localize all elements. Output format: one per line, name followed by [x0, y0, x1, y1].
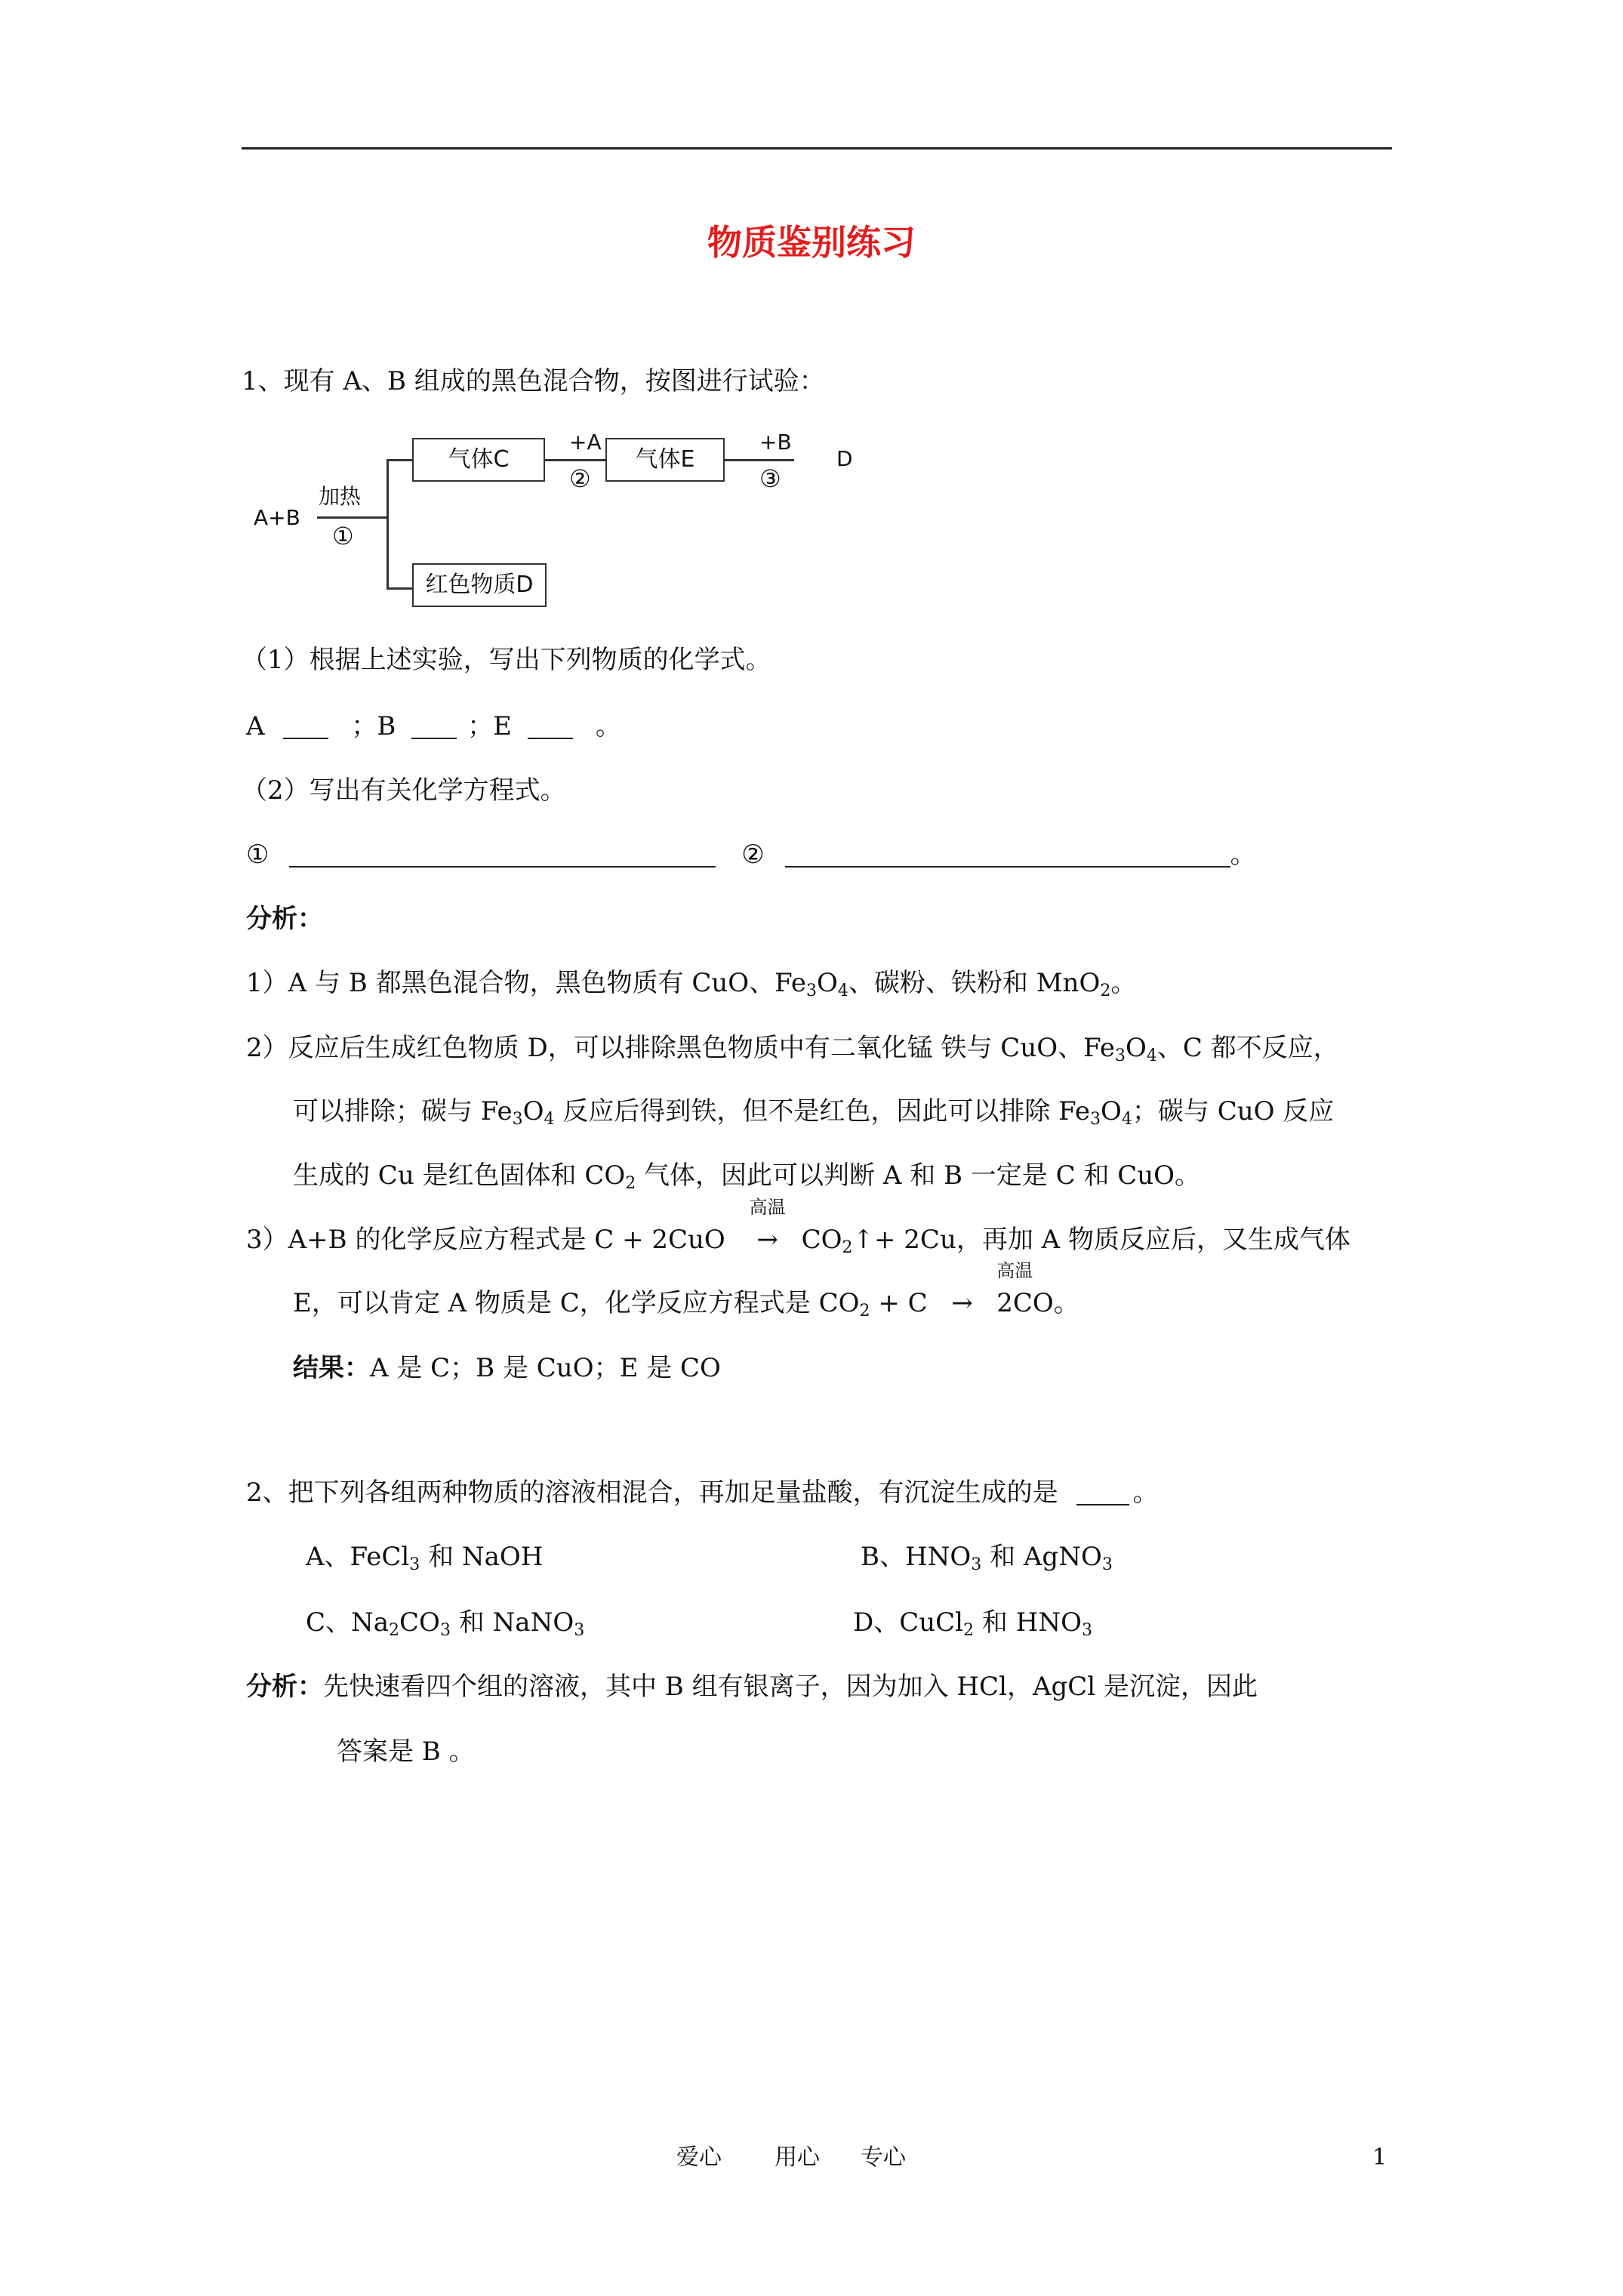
- q2-option-a: A、FeCl$_3$ 和 NaOH: [306, 1542, 544, 1574]
- diagram-line-heat: [317, 516, 387, 519]
- result-label: 结果：: [293, 1353, 370, 1383]
- q2-answer-blank[interactable]: [1076, 1480, 1129, 1505]
- diagram-line-e-d: [725, 459, 794, 461]
- flow-diagram: [249, 423, 929, 619]
- header-rule: [242, 147, 1392, 149]
- q1-sub1: （1）根据上述实验，写出下列物质的化学式。: [242, 645, 771, 675]
- analysis-point-3-line1: 3）A+B 的化学反应方程式是 C + 2CuO 高温 → $CO_2↑+ 2Cu$，再加 A 物质反应后，又生成气体: [246, 1197, 1351, 1257]
- diagram-end-d: D: [836, 446, 853, 471]
- diagram-start: A+B: [254, 505, 300, 530]
- eq2-blank[interactable]: [785, 842, 1230, 868]
- q2-stem: 2、把下列各组两种物质的溶液相混合，再加足量盐酸，有沉淀生成的是 。: [246, 1478, 1159, 1508]
- footer-motto-3: 专心: [861, 2144, 906, 2171]
- fill-b-label: ；B: [351, 711, 396, 741]
- diagram-branch-vertical: [387, 459, 389, 589]
- analysis-point-2-line2: 可以排除；碳与 $Fe_3O_4$ 反应后得到铁，但不是红色，因此可以排除 $Fe_3O_4$；碳与 CuO 反应: [293, 1096, 1335, 1129]
- q2-analysis-line1: 先快速看四个组的溶液，其中 B 组有银离子，因为加入 HCl，AgCl 是沉淀，因此: [323, 1672, 1258, 1702]
- q2-analysis-label: 分析：: [246, 1672, 323, 1702]
- diagram-plus-a: +A: [569, 430, 602, 455]
- q1-result: [293, 1351, 721, 1385]
- page-number: 1: [1372, 2144, 1387, 2171]
- box-gas-e: 气体E: [605, 438, 725, 482]
- q1-equation-line: [246, 838, 1256, 871]
- diagram-step3: ③: [759, 464, 781, 493]
- fill-e-blank[interactable]: [528, 713, 573, 739]
- diagram-heat-label: 加热: [319, 484, 362, 509]
- analysis-point-1: 1）A 与 B 都黑色混合物，黑色物质有 CuO、$Fe_3O_4$、碳粉、铁粉和 MnO$_2$。: [246, 968, 1137, 1000]
- box-red-d: 红色物质D: [412, 563, 547, 607]
- q1-stem: 1、现有 A、B 组成的黑色混合物，按图进行试验：: [242, 366, 825, 396]
- analysis-point-2-line3: 生成的 Cu 是红色固体和 $CO_2$ 气体，因此可以判断 A 和 B 一定是 C 和 CuO。: [293, 1160, 1201, 1193]
- diagram-step1: ①: [332, 522, 354, 550]
- eq1-blank[interactable]: [289, 842, 716, 868]
- footer-motto-2: 用心: [775, 2144, 820, 2171]
- q2-option-b: B、$HNO_3$ 和 AgNO$_3$: [861, 1542, 1113, 1574]
- eq-end: 。: [1230, 840, 1256, 870]
- q2-analysis: [246, 1670, 1258, 1703]
- diagram-branch-top: [387, 459, 412, 461]
- q2-analysis-line2: 答案是 B 。: [337, 1737, 475, 1767]
- eq2-marker: ②: [741, 840, 765, 870]
- diagram-line-c-e: [545, 459, 605, 461]
- diagram-branch-bottom: [387, 587, 412, 590]
- reaction-arrow-1: 高温 →: [734, 1223, 802, 1256]
- fill-b-blank[interactable]: [411, 713, 457, 739]
- condition-high-temp-1: 高温: [749, 1197, 786, 1218]
- q1-analysis-label: 分析：: [246, 904, 323, 934]
- diagram-step2: ②: [569, 464, 591, 493]
- eq1-marker: ①: [246, 840, 269, 870]
- result-text: A 是 C；B 是 CuO；E 是 CO: [370, 1353, 721, 1383]
- q1-sub2: （2）写出有关化学方程式。: [242, 775, 566, 806]
- analysis-point-2-line1: 2）反应后生成红色物质 D，可以排除黑色物质中有二氧化锰 铁与 CuO、$Fe_3O_4$、C 都不反应，: [246, 1033, 1339, 1065]
- fill-e-label: ；E: [467, 711, 513, 741]
- fill-a-blank[interactable]: [283, 713, 328, 739]
- product-2co: 高温 2CO。: [996, 1260, 1079, 1318]
- fill-a-label: A: [246, 711, 265, 741]
- q1-fill-line: [246, 710, 621, 743]
- q2-option-d: D、CuCl$_2$ 和 $HNO_3$: [853, 1607, 1092, 1640]
- q2-option-c: C、$Na_2CO_3$ 和 NaNO$_3$: [306, 1607, 585, 1640]
- condition-high-temp-2: 高温: [996, 1260, 1033, 1281]
- reaction-arrow-2: →: [951, 1288, 973, 1318]
- page-title: 物质鉴别练习: [707, 222, 916, 263]
- analysis-point-3-line2: E，可以肯定 A 物质是 C，化学反应方程式是 $CO_2 + C$ → 高温 2CO。: [293, 1260, 1079, 1321]
- fill-end: 。: [595, 711, 621, 741]
- box-gas-c: 气体C: [412, 438, 545, 482]
- footer-motto-1: 爱心: [676, 2144, 722, 2171]
- diagram-plus-b: +B: [759, 430, 792, 455]
